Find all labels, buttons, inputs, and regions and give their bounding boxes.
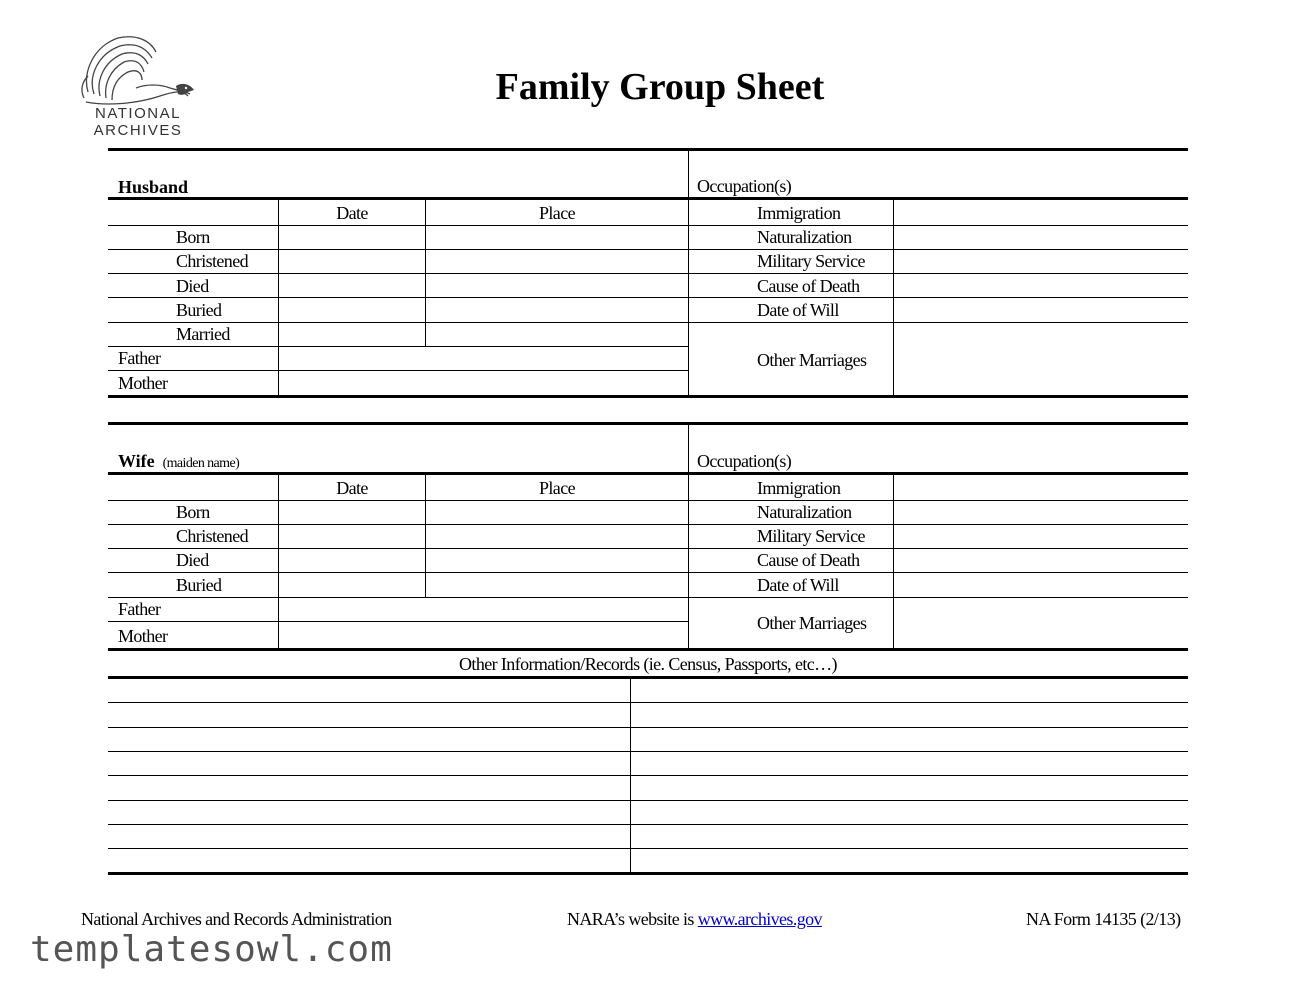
wife-died-label: Died <box>176 550 209 570</box>
other-info-heading: Other Information/Records (ie. Census, Passports, etc…) <box>459 654 837 674</box>
footer-agency: National Archives and Records Administration <box>81 909 392 929</box>
wife-date-of-will-label: Date of Will <box>757 575 839 595</box>
husband-date-of-will-label: Date of Will <box>757 300 839 320</box>
wife-bottom-rule <box>108 648 1188 651</box>
other-info-bottom-rule <box>108 872 1188 875</box>
husband-married-label: Married <box>176 324 230 344</box>
wife-heading: Wife <box>118 451 155 471</box>
husband-born-label: Born <box>176 227 210 247</box>
footer-website-prefix: NARA’s website is <box>567 909 698 929</box>
wife-military-service-label: Military Service <box>757 526 865 546</box>
husband-occupation-label: Occupation(s) <box>697 176 792 196</box>
logo-text-archives: ARCHIVES <box>93 122 183 139</box>
husband-other-marriages-label: Other Marriages <box>757 350 867 370</box>
wife-cause-of-death-label: Cause of Death <box>757 550 860 570</box>
wife-mother-label: Mother <box>118 626 168 646</box>
husband-top-rule <box>108 148 1188 151</box>
wife-occupation-label: Occupation(s) <box>697 451 792 471</box>
husband-bottom-rule <box>108 395 1188 398</box>
wife-header-rule <box>108 472 1188 475</box>
husband-naturalization-label: Naturalization <box>757 227 852 247</box>
husband-buried-label: Buried <box>176 300 222 320</box>
husband-died-label: Died <box>176 276 209 296</box>
wife-top-rule <box>108 422 1188 425</box>
husband-father-label: Father <box>118 348 161 368</box>
wife-christened-label: Christened <box>176 526 248 546</box>
wife-naturalization-label: Naturalization <box>757 502 852 522</box>
husband-header-rule <box>108 197 1188 200</box>
archives-website-link[interactable]: www.archives.gov <box>697 909 822 929</box>
wife-heading-note: (maiden name) <box>162 456 240 471</box>
wife-other-marriages-label: Other Marriages <box>757 613 867 633</box>
other-info-top-rule <box>108 676 1188 679</box>
husband-mother-label: Mother <box>118 373 168 393</box>
wife-immigration-label: Immigration <box>757 478 841 498</box>
watermark: templatesowl.com <box>30 929 393 970</box>
page-title: Family Group Sheet <box>495 66 825 108</box>
husband-cause-of-death-label: Cause of Death <box>757 276 860 296</box>
wife-father-label: Father <box>118 599 161 619</box>
husband-military-service-label: Military Service <box>757 251 865 271</box>
wife-heading-group <box>118 451 239 474</box>
husband-immigration-label: Immigration <box>757 203 841 223</box>
wife-place-header: Place <box>539 478 575 498</box>
wife-born-label: Born <box>176 502 210 522</box>
husband-place-header: Place <box>539 203 575 223</box>
footer-form-number: NA Form 14135 (2/13) <box>1026 909 1181 929</box>
husband-date-header: Date <box>336 203 368 223</box>
wife-date-header: Date <box>336 478 368 498</box>
footer-website <box>567 909 822 929</box>
husband-christened-label: Christened <box>176 251 248 271</box>
wife-buried-label: Buried <box>176 575 222 595</box>
logo-text-national: NATIONAL <box>95 105 181 122</box>
husband-heading: Husband <box>118 177 189 197</box>
